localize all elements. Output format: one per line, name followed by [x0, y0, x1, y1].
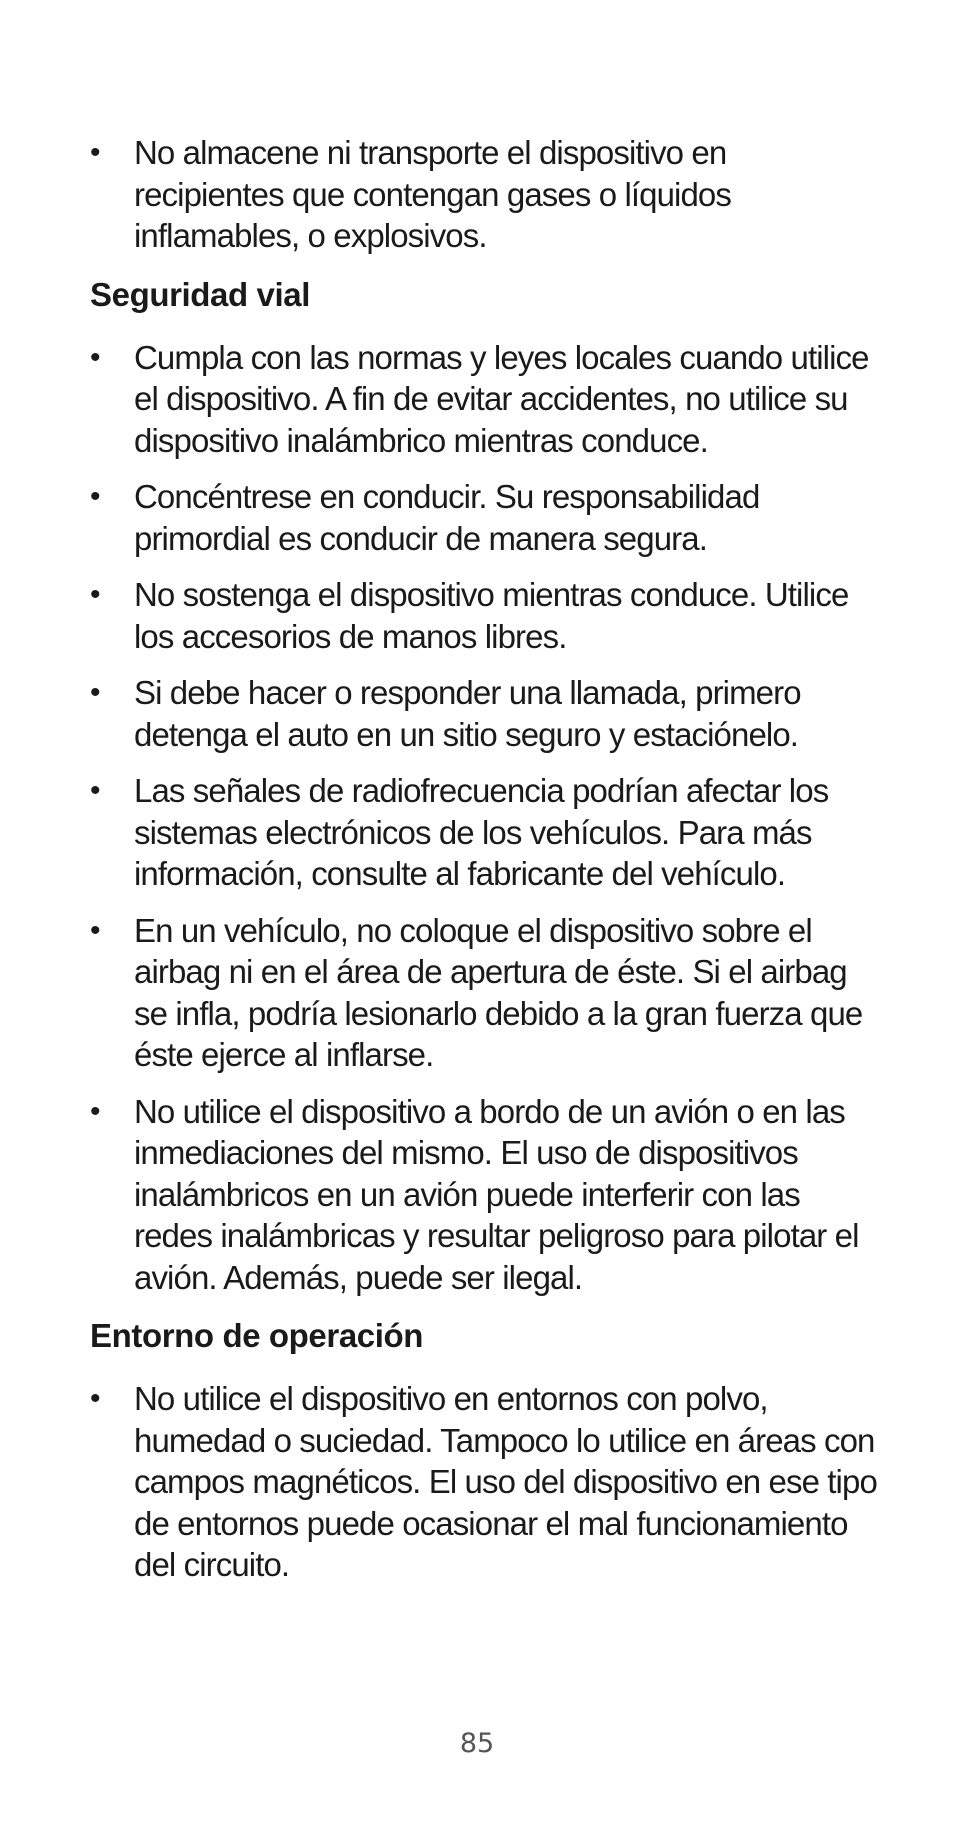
bullet-icon: • [90, 913, 100, 947]
list-item-text: No almacene ni transporte el dispositivo en recipientes que contengan gases o líquidos inflamables, o explosivos. [134, 134, 731, 254]
list-item [90, 1378, 880, 1586]
section-heading-seguridad-vial: Seguridad vial [90, 275, 310, 313]
list-item [90, 672, 880, 755]
bullet-icon: • [90, 340, 100, 374]
list-item-text: En un vehículo, no coloque el dispositivo sobre el airbag ni en el área de apertura de éste. Si el airbag se infla, podría lesionarlo debido a la gran fuerza que éste ejerce al inflarse. [134, 911, 863, 1073]
list-item [90, 337, 880, 462]
list-item-text: No sostenga el dispositivo mientras conduce. Utilice los accesorios de manos libres. [134, 576, 849, 655]
section-heading-entorno-de-operacion: Entorno de operación [90, 1317, 424, 1354]
bullet-icon: • [90, 480, 100, 513]
list-item [90, 1091, 880, 1299]
bullet-icon: • [90, 774, 100, 807]
list-item [90, 476, 880, 559]
list-item-text: No utilice el dispositivo a bordo de un avión o en las inmediaciones del mismo. El uso de dispositivos inalámbricos en un avión puede interferir con las redes inalámbricas y resultar peligroso para pilotar el avión. Además, puede ser ilegal. [134, 1092, 859, 1296]
list-item-text: Las señales de radiofrecuencia podrían afectar los sistemas electrónicos de los vehículos. Para más información, consulte al fabricante del vehículo. [134, 772, 829, 892]
bullet-icon: • [90, 136, 100, 169]
bullet-icon: • [90, 676, 100, 709]
list-item-text: Si debe hacer o responder una llamada, primero detenga el auto en un sitio seguro y estaciónelo. [134, 674, 801, 753]
bullet-icon: • [90, 578, 100, 611]
list-item [90, 910, 880, 1076]
bullet-icon: • [90, 1094, 100, 1128]
bullet-icon: • [90, 1382, 100, 1415]
list-item-text: Cumpla con las normas y leyes locales cuando utilice el dispositivo. A fin de evitar accidentes, no utilice su dispositivo inalámbrico mientras conduce. [134, 338, 869, 459]
list-item-text: Concéntrese en conducir. Su responsabilidad primordial es conducir de manera segura. [134, 478, 760, 557]
list-item [90, 132, 880, 257]
entorno-operacion-list [90, 1378, 880, 1586]
list-item [90, 770, 880, 895]
list-item-text: No utilice el dispositivo en entornos con polvo, humedad o suciedad. Tampoco lo utilice en áreas con campos magnéticos. El uso del dispositivo en ese tipo de entornos puede ocasionar el mal funcionamiento del circuito. [134, 1380, 877, 1583]
intro-list [90, 132, 880, 257]
list-item [90, 574, 880, 657]
seguridad-vial-list [90, 337, 880, 1299]
document-body [90, 132, 880, 1601]
page-number: 85 [459, 1728, 495, 1759]
